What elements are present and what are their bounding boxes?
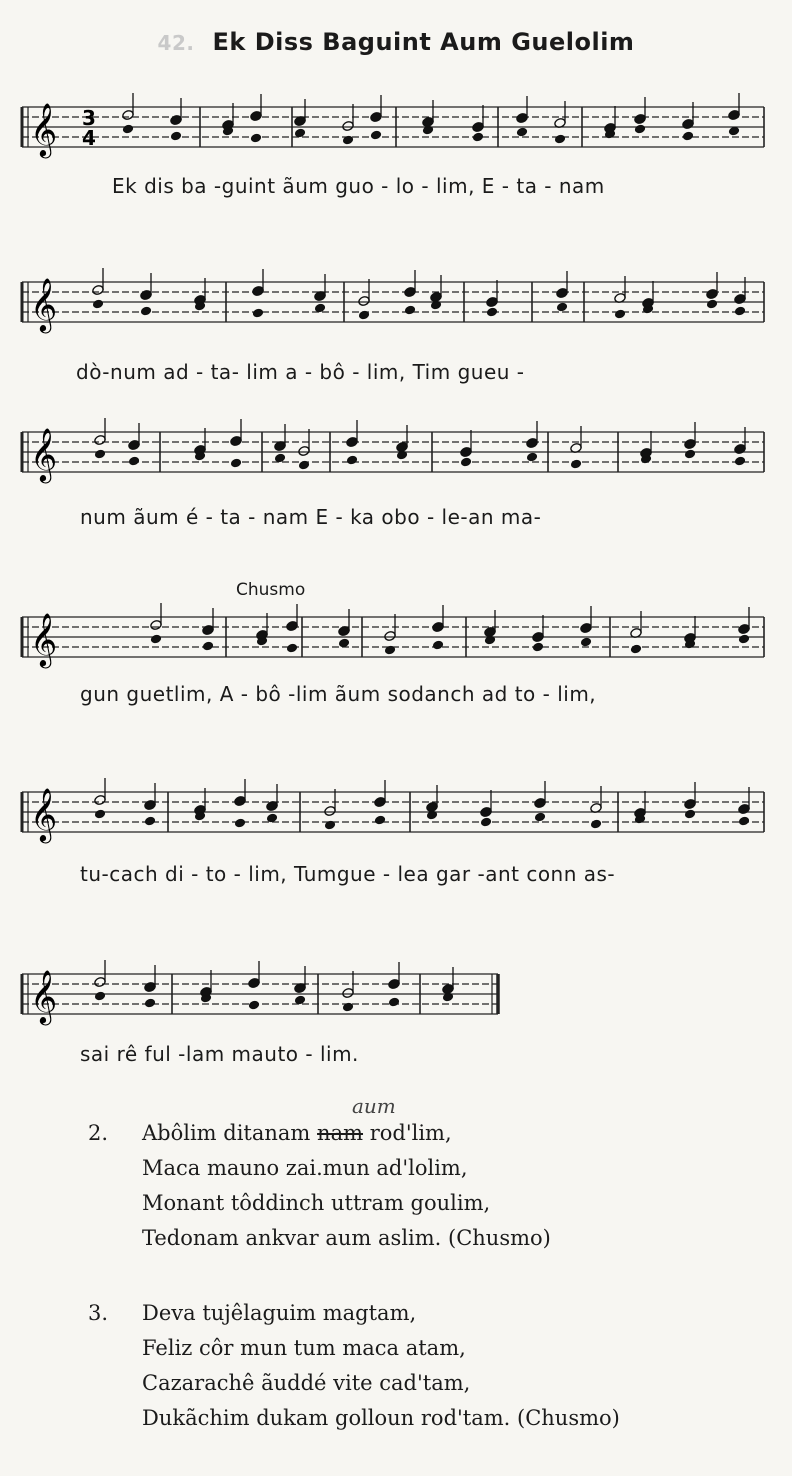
verse-number: 3.	[88, 1301, 109, 1325]
note-head	[682, 130, 695, 141]
note-head	[734, 455, 747, 466]
note-head	[202, 640, 215, 651]
note-head	[570, 458, 583, 469]
note-head	[94, 990, 107, 1001]
note-head	[630, 643, 643, 654]
note-head	[556, 301, 569, 312]
note-head	[684, 808, 697, 819]
time-signature-top: 3	[82, 106, 96, 130]
verse-line: Tedonam ankvar aum aslim. (Chusmo)	[142, 1226, 551, 1250]
note-head	[252, 307, 265, 318]
staff-system-2	[0, 270, 792, 350]
note-head	[404, 304, 417, 315]
note-head	[94, 808, 107, 819]
staff-system-6	[0, 962, 792, 1042]
verse-line: Feliz côr mun tum maca atam,	[142, 1336, 466, 1360]
staff-system-3	[0, 420, 792, 500]
note-head	[150, 633, 163, 644]
note-head	[532, 641, 545, 652]
note-head	[684, 448, 697, 459]
verse-line: Dukãchim dukam golloun rod'tam. (Chusmo)	[142, 1406, 620, 1430]
verse-line: Cazarachê ãuddé vite cad'tam,	[142, 1371, 471, 1395]
note-head	[554, 133, 567, 144]
lyrics-line-2: dò-num ad - ta- lim a - bô - lim, Tim gueu -	[76, 360, 525, 384]
note-head	[122, 123, 135, 134]
note-head	[590, 818, 603, 829]
treble-clef-icon: 𝄞	[30, 787, 58, 841]
note-head	[248, 999, 261, 1010]
note-head	[706, 298, 719, 309]
note-head	[614, 308, 627, 319]
verse-line	[142, 1116, 551, 1151]
verse-line-text: rod'lim,	[369, 1121, 452, 1145]
verse-line-text: Abôlim ditanam	[142, 1121, 311, 1145]
staff-system-4	[0, 605, 792, 685]
song-title	[0, 28, 792, 56]
note-head	[230, 457, 243, 468]
note-head	[534, 811, 547, 822]
verse-line: Maca mauno zai.mun ad'lolim,	[142, 1156, 468, 1180]
treble-clef-icon: 𝄞	[30, 969, 58, 1023]
note-head	[324, 819, 337, 830]
note-head	[738, 815, 751, 826]
verse-line: Monant tôddinch uttram goulim,	[142, 1191, 491, 1215]
note-head	[140, 305, 153, 316]
note-head	[480, 816, 493, 827]
note-head	[286, 642, 299, 653]
note-head	[298, 459, 311, 470]
note-head	[516, 126, 529, 137]
note-head	[634, 123, 647, 134]
lyrics-line-1: Ek dis ba -guint ãum guo - lo - lim, E - ta - nam	[112, 174, 605, 198]
struck-word: nam	[317, 1121, 364, 1145]
note-head	[486, 306, 499, 317]
chorus-label: Chusmo	[236, 580, 306, 600]
treble-clef-icon: 𝄞	[30, 612, 58, 666]
lyrics-line-6: sai rê ful -lam mauto - lim.	[80, 1042, 359, 1066]
note-head	[250, 132, 263, 143]
note-head	[734, 305, 747, 316]
note-head	[128, 455, 141, 466]
lyrics-line-5: tu-cach di - to - lim, Tumgue - lea gar -ant conn as-	[80, 862, 616, 886]
staff-system-5	[0, 780, 792, 860]
note-head	[144, 815, 157, 826]
note-head	[472, 131, 485, 142]
note-head	[92, 298, 105, 309]
verse-3	[88, 1296, 620, 1436]
note-head	[358, 309, 371, 320]
note-head	[370, 129, 383, 140]
note-head	[170, 130, 183, 141]
staff-system-1	[0, 95, 792, 175]
treble-clef-icon: 𝄞	[30, 427, 58, 481]
verse-2	[88, 1116, 551, 1256]
note-head	[94, 448, 107, 459]
note-head	[346, 454, 359, 465]
note-head	[432, 639, 445, 650]
note-head	[234, 817, 247, 828]
song-number: 42.	[157, 31, 195, 55]
lyrics-line-4: gun guetlim, A - bô -lim ãum sodanch ad to - lim,	[80, 682, 597, 706]
time-signature-bottom: 4	[82, 126, 96, 150]
verse-line: Deva tujêlaguim magtam,	[142, 1301, 417, 1325]
note-head	[342, 134, 355, 145]
note-head	[738, 633, 751, 644]
note-head	[388, 996, 401, 1007]
lyrics-line-3: num ãum é - ta - nam E - ka obo - le-an ma-	[80, 505, 542, 529]
handwritten-correction: aum	[352, 1094, 396, 1118]
verse-number: 2.	[88, 1121, 109, 1145]
song-title-text: Ek Diss Baguint Aum Guelolim	[212, 28, 635, 56]
treble-clef-icon: 𝄞	[30, 277, 58, 331]
note-head	[342, 1001, 355, 1012]
note-head	[580, 636, 593, 647]
note-head	[384, 644, 397, 655]
note-head	[460, 456, 473, 467]
treble-clef-icon: 𝄞	[30, 102, 58, 156]
note-head	[374, 814, 387, 825]
note-head	[526, 451, 539, 462]
note-head	[144, 997, 157, 1008]
